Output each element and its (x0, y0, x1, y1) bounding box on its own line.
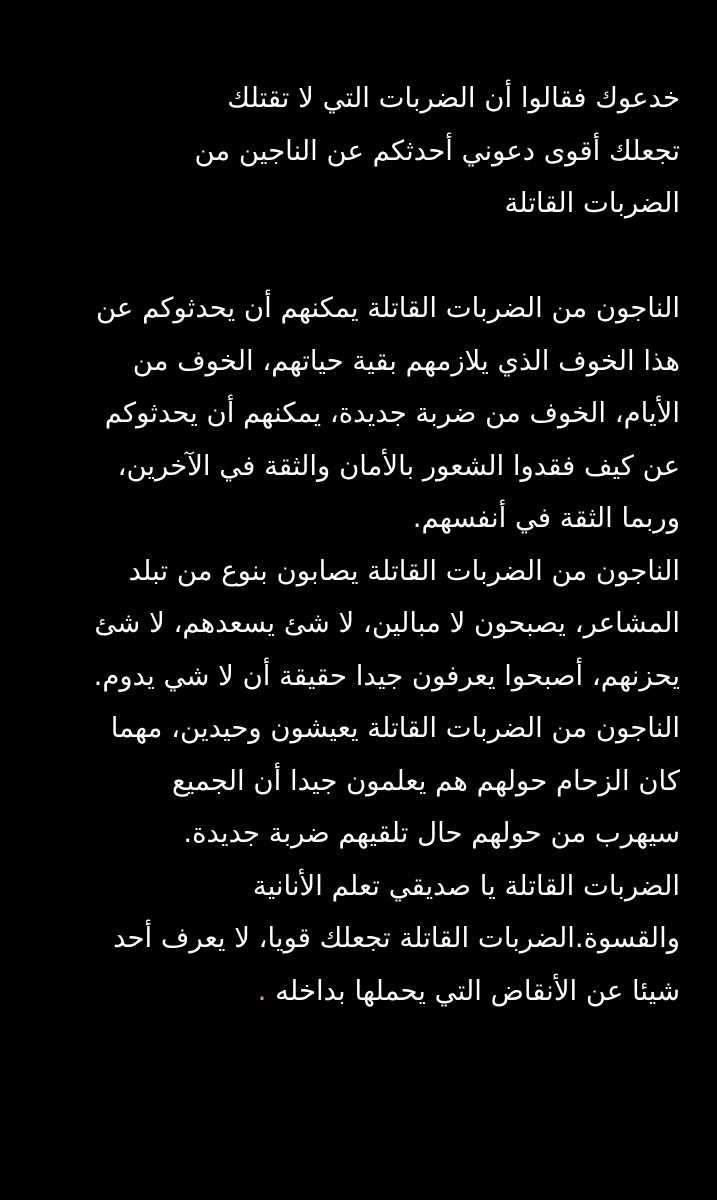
story-text (40, 72, 680, 1017)
text-line: سيهرب من حولهم حال تلقيهم ضربة جديدة. (183, 817, 680, 849)
text-line: الضربات القاتلة (504, 187, 680, 219)
last-line-text: شيئا عن الأنقاض التي يحملها بداخله (275, 974, 680, 1007)
text-line: كان الزحام حولهم هم يعلمون جيدا أن الجميع (172, 764, 680, 797)
text-line: الأيام، الخوف من ضربة جديدة، يمكنهم أن يحدثوكم (104, 397, 680, 429)
highlighted-period: . (257, 974, 267, 1007)
text-line: المشاعر، يصبحون لا مبالين، لا شئ يسعدهم، لا شئ (94, 607, 680, 639)
text-line: الضربات القاتلة يا صديقي تعلم الأنانية (252, 869, 680, 902)
text-line: والقسوة.الضربات القاتلة تجعلك قويا، لا يعرف أحد (113, 922, 680, 954)
text-line: تجعلك أقوى دعوني أحدثكم عن الناجين من (194, 134, 680, 167)
paragraph-gap (40, 230, 680, 283)
text-line: الناجون من الضربات القاتلة يعيشون وحيدين، مهما (110, 712, 680, 744)
last-text-line (40, 965, 680, 1018)
text-line: عن كيف فقدوا الشعور بالأمان والثقة في الآخرين، (117, 449, 680, 482)
text-line: الناجون من الضربات القاتلة يصابون بنوع من تبلد (128, 554, 680, 587)
text-line: وربما الثقة في أنفسهم. (412, 502, 680, 534)
text-line: يحزنهم، أصبحوا يعرفون جيدا حقيقة أن لا شي يدوم. (93, 659, 680, 692)
text-line: خدعوك فقالوا أن الضربات التي لا تقتلك (227, 82, 680, 114)
text-line: الناجون من الضربات القاتلة يمكنهم أن يحدثوكم عن (95, 292, 680, 324)
text-line: هذا الخوف الذي يلازمهم بقية حياتهم، الخوف من (132, 344, 680, 377)
